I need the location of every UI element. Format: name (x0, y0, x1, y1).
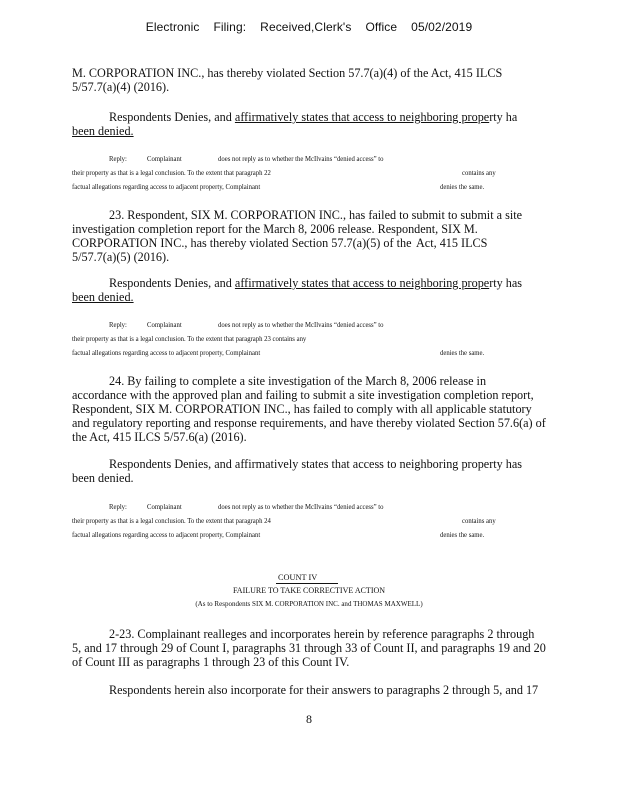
count-iv-heading: COUNT IV (278, 573, 318, 582)
paragraph-23-line-1: 23. Respondent, SIX M. CORPORATION INC., has failed to submit to submit a site (109, 208, 523, 222)
response-22-tail: rty ha (489, 110, 518, 124)
response-23-line-1 (109, 276, 522, 290)
header-word-office: Office (365, 20, 398, 34)
reply-22-complainant: Complainant (147, 154, 182, 163)
paragraph-23-line-2: investigation completion report for the March 8, 2006 release. Respondent, SIX M. (72, 222, 478, 236)
paragraph-24-line-4: and regulatory reporting and response requirements, and have thereby violated Section 57.6(a) of (72, 416, 546, 430)
reply-23-text-3: factual allegations regarding access to adjacent property, Complainant (72, 348, 261, 357)
paragraph-24-line-2: accordance with the approved plan and failing to submit a site investigation completion report, (72, 388, 534, 402)
reply-22-text-3b: denies the same. (440, 182, 485, 191)
reply-22-text-1: does not reply as to whether the McIlvains “denied access” to (218, 154, 384, 163)
reply-24-text-1: does not reply as to whether the McIlvains “denied access” to (218, 502, 384, 511)
response-24-line-2: been denied. (72, 471, 134, 485)
paragraph-23-line-3b: Act, 415 ILCS (416, 236, 488, 250)
paragraph-24-line-1: 24. By failing to complete a site investigation of the March 8, 2006 release in (109, 374, 487, 388)
paragraph-2-23-line-1: 2-23. Complainant realleges and incorporates herein by reference paragraphs 2 through (109, 627, 535, 641)
reply-23-text-3b: denies the same. (440, 348, 485, 357)
reply-22-text-3: factual allegations regarding access to adjacent property, Complainant (72, 182, 261, 191)
header-word-electronic: Electronic (145, 20, 200, 34)
response-23-line-2: been denied. (72, 290, 134, 304)
header-date: 05/02/2019 (411, 20, 473, 34)
count-iv-subtitle: (As to Respondents SIX M. CORPORATION INC. and THOMAS MAXWELL) (195, 599, 423, 608)
paragraph-23-line-4: 5/57.7(a)(5) (2016). (72, 250, 170, 264)
filing-header (0, 20, 618, 34)
reply-22-label: Reply: (109, 154, 127, 163)
reply-24-text-3b: denies the same. (440, 530, 485, 539)
paragraph-24-line-5: the Act, 415 ILCS 5/57.6(a) (2016). (72, 430, 247, 444)
reply-24-label: Reply: (109, 502, 127, 511)
response-22-line-1 (109, 110, 517, 124)
reply-24-text-3: factual allegations regarding access to adjacent property, Complainant (72, 530, 261, 539)
header-word-received: Received,Clerk's (260, 20, 352, 34)
paragraph-last-line-1: Respondents herein also incorporate for their answers to paragraphs 2 through 5, and 17 (109, 683, 539, 697)
count-iv-title: FAILURE TO TAKE CORRECTIVE ACTION (232, 586, 386, 595)
intro-line-1: M. CORPORATION INC., has thereby violated Section 57.7(a)(4) of the Act, 415 ILCS (72, 66, 503, 80)
paragraph-2-23-line-2: 5, and 17 through 29 of Count I, paragraphs 31 through 33 of Count II, and paragraphs 19 and 20 (72, 641, 546, 655)
reply-22-text-2b: contains any (462, 168, 496, 177)
reply-23-text-1: does not reply as to whether the McIlvains “denied access” to (218, 320, 384, 329)
intro-line-2: 5/57.7(a)(4) (2016). (72, 80, 170, 94)
response-22-line-2: been denied. (72, 124, 134, 138)
reply-22-text-2: their property as that is a legal conclusion. To the extent that paragraph 22 (72, 168, 271, 177)
response-24-line-1: Respondents Denies, and affirmatively states that access to neighboring property has (109, 457, 523, 471)
reply-23-text-2: their property as that is a legal conclusion. To the extent that paragraph 23 contains any (72, 334, 307, 343)
response-23-underlined: affirmatively states that access to neighboring prope (234, 276, 490, 290)
paragraph-24-line-3: Respondent, SIX M. CORPORATION INC., has failed to comply with all applicable statutory (72, 402, 532, 416)
paragraph-23-line-3: CORPORATION INC., has thereby violated Section 57.7(a)(5) of the (72, 236, 412, 250)
response-22-lead: Respondents Denies, and (109, 110, 235, 124)
reply-24-text-2: their property as that is a legal conclusion. To the extent that paragraph 24 (72, 516, 271, 525)
header-word-filing: Filing: (213, 20, 247, 34)
count-iv-underline (276, 583, 338, 584)
paragraph-2-23-line-3: of Count III as paragraphs 1 through 23 of this Count IV. (72, 655, 350, 669)
reply-24-complainant: Complainant (147, 502, 182, 511)
page-number: 8 (306, 712, 312, 726)
reply-24-text-2b: contains any (462, 516, 496, 525)
response-23-lead: Respondents Denies, and (109, 276, 235, 290)
reply-23-complainant: Complainant (147, 320, 182, 329)
response-23-tail: rty has (489, 276, 523, 290)
response-22-underlined: affirmatively states that access to neighboring prope (234, 110, 490, 124)
reply-23-label: Reply: (109, 320, 127, 329)
